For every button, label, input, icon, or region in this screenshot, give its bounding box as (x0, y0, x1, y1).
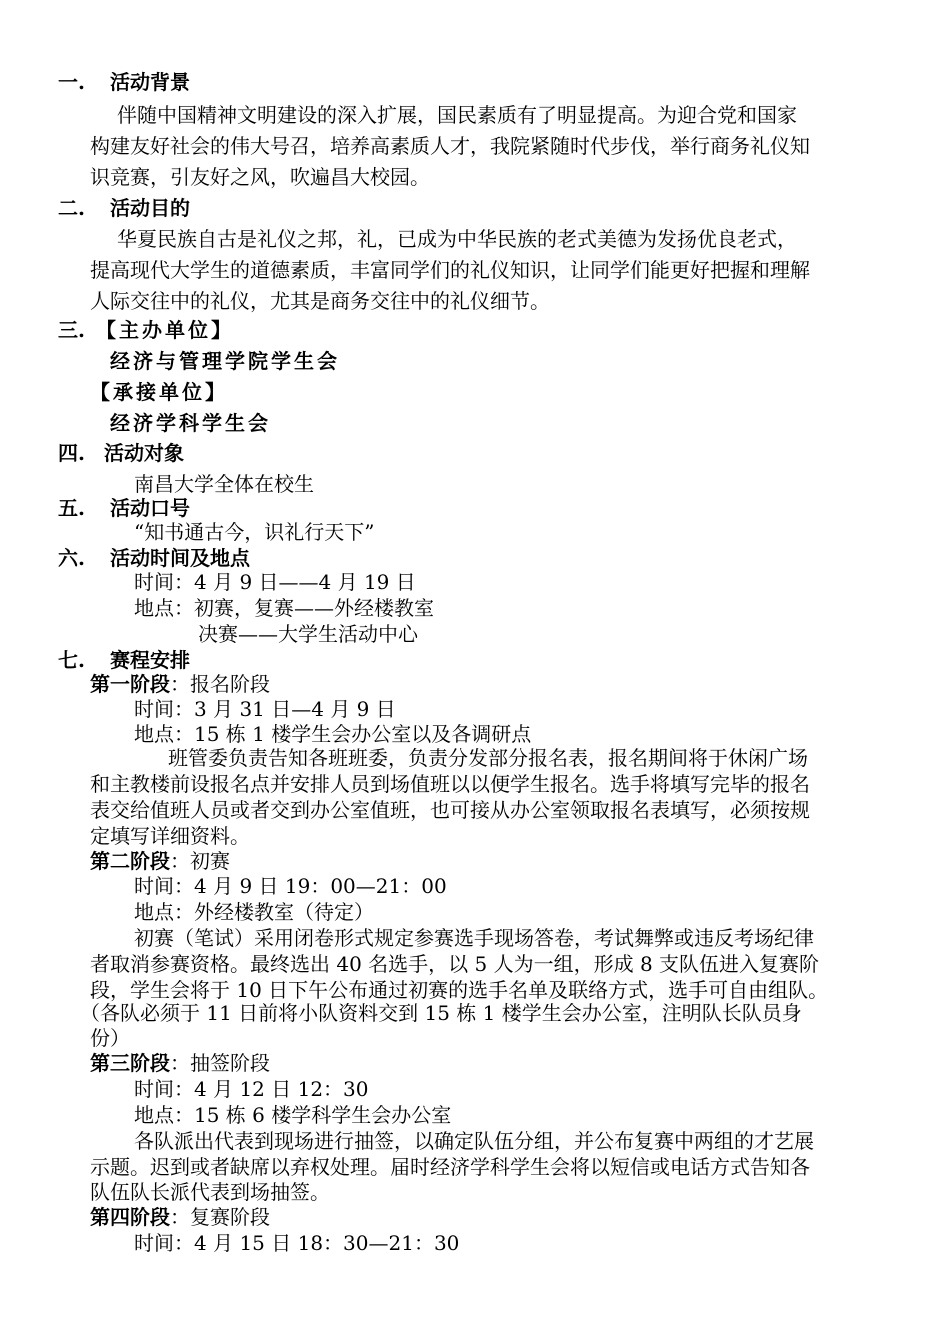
stage-4-heading (90, 1205, 270, 1229)
stage-4-time: 时间：4 月 15 日 18：30—21：30 (134, 1231, 460, 1255)
host-unit: 经济与管理学院学生会 (110, 349, 340, 373)
section-7-title: 赛程安排 (110, 648, 190, 672)
section-5-title: 活动口号 (110, 496, 190, 520)
section-1-title: 活动背景 (110, 70, 190, 94)
section-7-number: 七. (58, 648, 85, 672)
section-2-number: 二. (58, 196, 85, 220)
stage-1-line: 表交给值班人员或者交到办公室值班，也可接从办公室领取报名表填写，必须按规 (90, 798, 810, 822)
host-label: 【主办单位】 (96, 318, 234, 342)
section-2-line: 提高现代大学生的道德素质，丰富同学们的礼仪知识，让同学们能更好把握和理解 (90, 258, 810, 282)
stage-2-line: 者取消参赛资格。最终选出 40 名选手，以 5 人为一组，形成 8 支队伍进入复赛阶 (90, 952, 820, 976)
stage-3-line: 各队派出代表到现场进行抽签，以确定队伍分组，并公布复赛中两组的才艺展 (134, 1129, 814, 1153)
section-1-line: 伴随中国精神文明建设的深入扩展，国民素质有了明显提高。为迎合党和国家 (117, 103, 797, 127)
section-3-number: 三. (58, 318, 85, 342)
stage-1-name: ：报名阶段 (170, 672, 270, 696)
stage-2-heading (90, 849, 230, 873)
stage-2-line: 段，学生会将于 10 日下午公布通过初赛的选手名单及联络方式，选手可自由组队。 (90, 978, 829, 1002)
event-place: 地点：初赛，复赛——外经楼教室 (134, 596, 434, 620)
section-6-title: 活动时间及地点 (110, 546, 250, 570)
stage-3-label: 第三阶段 (90, 1051, 170, 1075)
audience-text: 南昌大学全体在校生 (134, 472, 314, 496)
section-4-number: 四. (58, 441, 85, 465)
stage-2-name: ：初赛 (170, 849, 230, 873)
stage-2-line: （各队必须于 11 日前将小队资料交到 15 栋 1 楼学生会办公室，注明队长队员身 (80, 1001, 802, 1025)
section-1-line: 构建友好社会的伟大号召，培养高素质人才，我院紧随时代步伐，举行商务礼仪知 (90, 134, 810, 158)
stage-2-label: 第二阶段 (90, 849, 170, 873)
stage-3-heading (90, 1051, 270, 1075)
stage-4-name: ：复赛阶段 (170, 1205, 270, 1229)
section-4-title: 活动对象 (104, 441, 184, 465)
stage-3-line: 队伍队长派代表到场抽签。 (90, 1180, 330, 1204)
stage-1-line: 班管委负责告知各班班委，负责分发部分报名表，报名期间将于休闲广场 (168, 746, 808, 770)
stage-3-line: 示题。迟到或者缺席以弃权处理。届时经济学科学生会将以短信或电话方式告知各 (90, 1155, 810, 1179)
slogan-text: “知书通古今，识礼行天下” (134, 520, 375, 544)
section-2-line: 华夏民族自古是礼仪之邦，礼，已成为中华民族的老式美德为发扬优良老式， (117, 227, 797, 251)
stage-1-line: 定填写详细资料。 (90, 824, 250, 848)
section-6-number: 六. (58, 546, 85, 570)
section-2-title: 活动目的 (110, 196, 190, 220)
stage-3-place: 地点：15 栋 6 楼学科学生会办公室 (134, 1103, 452, 1127)
event-time: 时间：4 月 9 日——4 月 19 日 (134, 570, 416, 594)
stage-1-heading (90, 672, 270, 696)
section-2-line: 人际交往中的礼仪，尤其是商务交往中的礼仪细节。 (90, 289, 550, 313)
stage-3-name: ：抽签阶段 (170, 1051, 270, 1075)
undertaker-unit: 经济学科学生会 (110, 411, 271, 435)
stage-2-line: 份） (90, 1026, 130, 1050)
event-place-final: 决赛——大学生活动中心 (198, 622, 418, 646)
stage-1-label: 第一阶段 (90, 672, 170, 696)
stage-1-time: 时间：3 月 31 日—4 月 9 日 (134, 697, 396, 721)
stage-2-line: 初赛（笔试）采用闭卷形式规定参赛选手现场答卷，考试舞弊或违反考场纪律 (134, 926, 814, 950)
undertaker-label: 【承接单位】 (90, 380, 228, 404)
section-1-number: 一. (58, 70, 85, 94)
stage-2-time: 时间：4 月 9 日 19：00—21：00 (134, 874, 447, 898)
section-5-number: 五. (58, 496, 85, 520)
stage-3-time: 时间：4 月 12 日 12：30 (134, 1077, 369, 1101)
stage-1-place: 地点：15 栋 1 楼学生会办公室以及各调研点 (134, 722, 532, 746)
section-1-line: 识竞赛，引友好之风，吹遍昌大校园。 (90, 165, 430, 189)
stage-1-line: 和主教楼前设报名点并安排人员到场值班以以便学生报名。选手将填写完毕的报名 (90, 772, 810, 796)
stage-4-label: 第四阶段 (90, 1205, 170, 1229)
stage-2-place: 地点：外经楼教室（待定） (134, 900, 374, 924)
